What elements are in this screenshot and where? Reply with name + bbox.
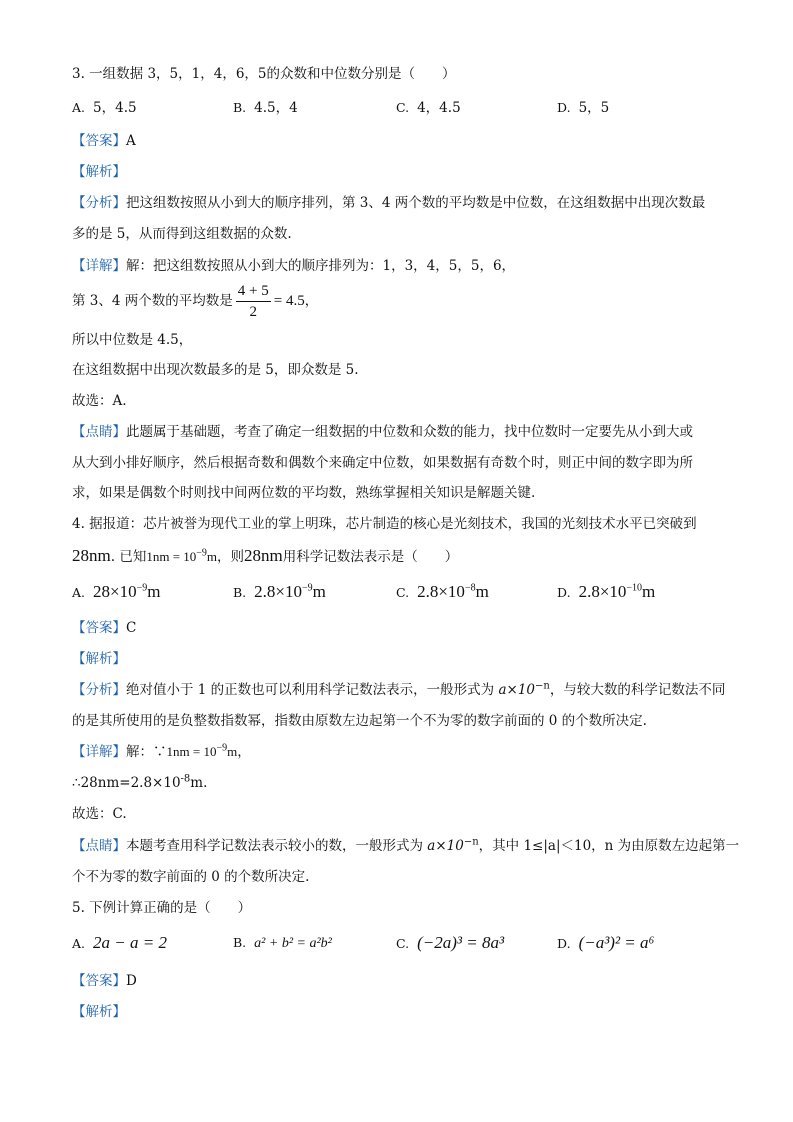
- q5-analysis-tag: 【解析】: [72, 1004, 126, 1020]
- q4-stem-28nm: 28nm: [72, 546, 111, 565]
- option-expression: 2a − a = 2: [93, 933, 167, 952]
- dianjing-tag: 【点睛】: [72, 838, 126, 854]
- option-expression: [254, 582, 326, 601]
- unit-equation: [146, 549, 217, 564]
- answer-value: D: [126, 973, 137, 989]
- expr-exponent: −9: [136, 582, 148, 594]
- q4-choose: 故选：C.: [72, 806, 127, 822]
- q4-option-c: [396, 582, 489, 603]
- fraction-result: = 4.5: [273, 293, 305, 309]
- equation-unit: m: [206, 549, 218, 564]
- option-label: C.: [396, 585, 410, 600]
- fenxi-formula: a×10: [498, 682, 536, 698]
- answer-tag: 【答案】: [72, 973, 126, 989]
- q3-option-c: [396, 98, 461, 118]
- option-text: 4，4.5: [417, 100, 461, 116]
- q3-answer: [72, 131, 136, 151]
- q3-dianjing-l1: [72, 422, 693, 442]
- option-text: 5，5: [578, 100, 610, 116]
- q4-dianjing-l2: 个不为零的数字前面的 0 的个数所决定.: [72, 869, 310, 885]
- fenxi-text: 绝对值小于 1 的正数也可以利用科学记数法表示，一般形式为: [126, 682, 499, 698]
- xiangjie-text: 解：∵: [126, 744, 167, 760]
- step-punct: ，: [304, 293, 319, 309]
- dianjing-exponent: −n: [463, 836, 479, 848]
- dianjing-text: 此题属于基础题，考查了确定一组数据的中位数和众数的能力，找中位数时一定要先从小到大或: [126, 424, 693, 440]
- expr-base: 2.8×10: [578, 582, 627, 601]
- option-label: C.: [396, 100, 410, 115]
- dianjing-text: ，其中 1≤|a|＜10，n 为由原数左边起第一: [478, 838, 740, 854]
- q3-option-a: [72, 98, 137, 118]
- option-label: B.: [233, 100, 247, 115]
- option-expression: [93, 582, 160, 601]
- q3-step4: 在这组数据中出现次数最多的是 5，即众数是 5.: [72, 362, 359, 378]
- q5-stem: 5. 下例计算正确的是（ ）: [72, 900, 252, 916]
- equation-base: 1nm = 10: [166, 744, 217, 759]
- step-text: 第 3、4 两个数的平均数是: [72, 293, 233, 309]
- fenxi-tag: 【分析】: [72, 682, 126, 698]
- expr-unit: m: [147, 582, 161, 601]
- fenxi-text: 把这组数按照从小到大的顺序排列，第 3、4 两个数的平均数是中位数，在这组数据中出现次数最: [126, 195, 706, 211]
- option-text: 5，4.5: [93, 100, 137, 116]
- expr-base: 2.8×10: [254, 582, 303, 601]
- expr-exponent: −9: [302, 582, 313, 594]
- fraction-numerator: 4 + 5: [236, 281, 271, 302]
- option-label: A.: [72, 100, 86, 115]
- stem-text: ，则: [217, 549, 245, 565]
- q4-stem-28nm-2: 28nm: [244, 546, 283, 565]
- therefore-exponent: -8: [180, 773, 191, 785]
- stem-text: . 已知: [110, 549, 147, 565]
- q3-xiangjie: [72, 256, 515, 276]
- q4-dianjing-l1: [72, 836, 739, 856]
- q3-stem: 3. 一组数据 3，5，1，4，6，5的众数和中位数分别是（ ）: [72, 66, 456, 82]
- q3-dianjing-l3: 求，如果是偶数个时则找中间两位数的平均数，熟练掌握相关知识是解题关键.: [72, 485, 536, 501]
- fraction: [236, 281, 271, 322]
- expr-exponent: −10: [626, 582, 643, 594]
- therefore-unit: m.: [190, 775, 208, 791]
- option-label: A.: [72, 936, 86, 951]
- option-expression: [417, 582, 489, 601]
- answer-value: C: [126, 620, 137, 636]
- expr-unit: m: [475, 582, 489, 601]
- expr-unit: m: [312, 582, 326, 601]
- equation-unit: m: [227, 744, 238, 759]
- xiangjie-punct: ，: [237, 744, 251, 760]
- equation-base: 1nm = 10: [146, 549, 197, 564]
- dianjing-tag: 【点睛】: [72, 424, 126, 440]
- stem-text: 用科学记数法表示是（ ）: [282, 549, 459, 565]
- q4-fenxi-l1: [72, 680, 725, 700]
- q4-answer: [72, 618, 136, 638]
- fenxi-text: ，与较大数的科学记数法不同: [549, 682, 726, 698]
- q4-stem-l2: [72, 546, 458, 567]
- q4-therefore: [72, 773, 207, 793]
- q3-analysis-tag: 【解析】: [72, 164, 126, 180]
- equation-exponent: −9: [216, 742, 228, 754]
- q3-dianjing-l2: 从大到小排好顺序，然后根据奇数和偶数个来确定中位数，如果数据有奇数个时，则正中间的数字即为所: [72, 455, 693, 471]
- q4-option-a: [72, 582, 160, 603]
- option-label: C.: [396, 936, 410, 951]
- option-label: D.: [557, 100, 571, 115]
- expr-unit: m: [642, 582, 656, 601]
- expr-base: 2.8×10: [417, 582, 465, 601]
- option-label: B.: [233, 935, 247, 950]
- equation-exponent: −9: [196, 547, 207, 559]
- dianjing-formula: a×10: [427, 838, 464, 854]
- q5-option-b: [233, 933, 332, 954]
- option-expression: a² + b² = a²b²: [254, 936, 332, 951]
- option-label: D.: [557, 585, 571, 600]
- fenxi-exponent: −n: [535, 680, 550, 692]
- q3-fenxi-l1: [72, 193, 705, 213]
- q5-option-a: [72, 933, 167, 954]
- fraction-denominator: 2: [249, 304, 257, 320]
- q4-stem-l1: 4. 据报道：芯片被誉为现代工业的掌上明珠，芯片制造的核心是光刻技术，我国的光刻技术水平已突破到: [72, 516, 697, 532]
- xiangjie-equation: [167, 744, 238, 759]
- expr-exponent: −8: [464, 582, 476, 594]
- option-text: 4.5，4: [254, 100, 298, 116]
- q4-option-d: [557, 582, 655, 603]
- option-label: B.: [233, 585, 247, 600]
- q4-analysis-tag: 【解析】: [72, 651, 126, 667]
- xiangjie-text: 解：把这组数按照从小到大的顺序排列为：1，3，4，5，5，6，: [126, 258, 516, 274]
- q4-xiangjie: [72, 742, 251, 762]
- option-label: D.: [557, 936, 571, 951]
- q5-answer: [72, 971, 137, 991]
- q3-fenxi-l2: 多的是 5，从而得到这组数据的众数.: [72, 226, 292, 242]
- xiangjie-tag: 【详解】: [72, 744, 126, 760]
- q4-option-b: [233, 582, 326, 603]
- q3-option-d: [557, 98, 609, 118]
- option-expression: [579, 582, 656, 601]
- q3-option-b: [233, 98, 298, 118]
- option-label: A.: [72, 585, 86, 600]
- q3-step3: 所以中位数是 4.5，: [72, 332, 193, 348]
- answer-tag: 【答案】: [72, 620, 126, 636]
- answer-tag: 【答案】: [72, 133, 126, 149]
- xiangjie-tag: 【详解】: [72, 258, 126, 274]
- dianjing-text: 本题考查用科学记数法表示较小的数，一般形式为: [126, 838, 428, 854]
- answer-value: A: [126, 133, 136, 149]
- q4-fenxi-l2: 的是其所使用的是负整数指数幂，指数由原数左边起第一个不为零的数字前面的 0 的个数所决定.: [72, 713, 647, 729]
- therefore-text: ∴28nm=2.8×10: [72, 775, 181, 791]
- q5-option-c: [396, 933, 504, 954]
- q3-choose: 故选：A.: [72, 393, 127, 409]
- expr-base: 28×10: [93, 582, 137, 601]
- option-expression: (−2a)³ = 8a³: [417, 933, 505, 952]
- fenxi-tag: 【分析】: [72, 195, 126, 211]
- option-expression: (−a³)² = a⁶: [578, 933, 655, 952]
- q3-average-step: [72, 280, 318, 322]
- q5-option-d: [557, 933, 654, 954]
